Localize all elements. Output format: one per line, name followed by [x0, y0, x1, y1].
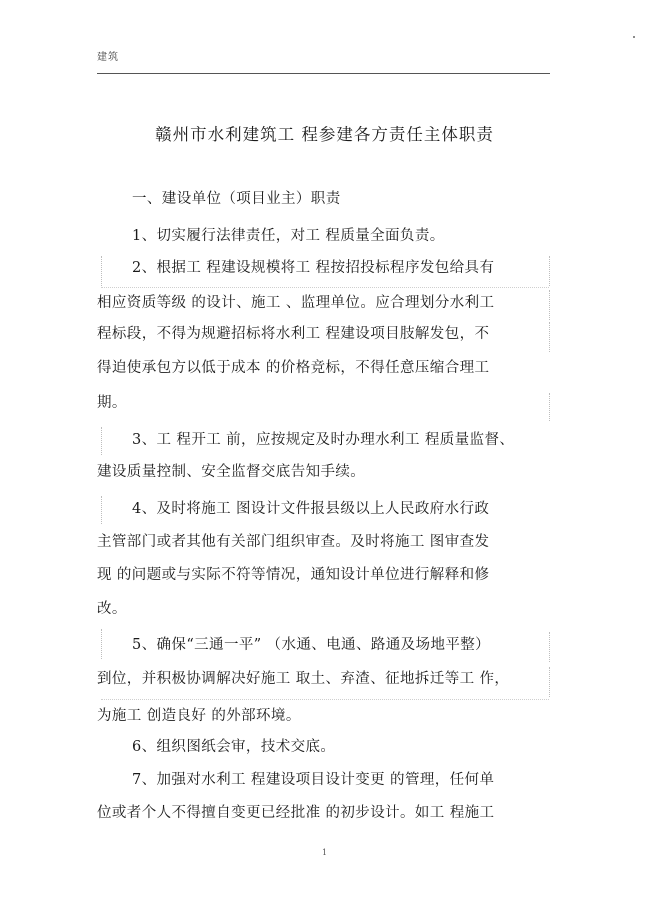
paragraph-line: 现 的问题或与实际不符等情况，通知设计单位进行解释和修 — [97, 567, 490, 583]
header-rule — [97, 73, 550, 74]
scan-guide — [101, 287, 549, 288]
paragraph-line: 得迫使承包方以低于成本 的价格竞标，不得任意压缩合理工 — [97, 360, 490, 376]
scan-guide — [101, 256, 102, 286]
scan-guide — [101, 699, 549, 700]
paragraph-line: 到位，并积极协调解决好施工 取土、弃渣、征地拆迁等工 作， — [97, 671, 510, 687]
corner-mark — [633, 36, 635, 38]
scan-guide — [549, 322, 550, 352]
scan-guide — [101, 496, 102, 524]
document-title: 赣州市水利建筑工 程参建各方责任主体职责 — [155, 125, 494, 144]
paragraph-line: 3、工 程开工 前，应按规定及时办理水利工 程质量监督、 — [132, 432, 515, 448]
paragraph-line: 2、根据工 程建设规模将工 程按招投标程序发包给具有 — [132, 260, 495, 276]
paragraph-line: 期。 — [97, 395, 127, 411]
paragraph-line: 改。 — [97, 601, 127, 617]
scan-guide — [549, 632, 550, 662]
scan-guide — [549, 290, 550, 320]
paragraph-line: 相应资质等级 的设计、施工 、监理单位。应合理划分水利工 — [97, 295, 495, 311]
paragraph-line: 位或者个人不得擅自变更已经批准 的初步设计。如工 程施工 — [97, 805, 495, 821]
scan-guide — [549, 256, 550, 286]
scan-guide — [549, 393, 550, 421]
paragraph-line: 4、及时将施工 图设计文件报县级以上人民政府水行政 — [132, 501, 490, 517]
scan-guide — [549, 667, 550, 697]
paragraph-line: 5、确保“三通一平” （水通、电通、路通及场地平整） — [132, 637, 491, 653]
paragraph-line: 程标段，不得为规避招标将水利工 程建设项目肢解发包，不 — [97, 326, 490, 342]
paragraph-line: 为施工 创造良好 的外部环境。 — [97, 708, 301, 724]
section-heading: 一、建设单位（项目业主）职责 — [132, 191, 341, 207]
page-number: 1 — [321, 848, 328, 857]
scan-guide — [101, 427, 102, 455]
paragraph-line: 6、组织图纸会审，技术交底。 — [132, 739, 336, 755]
paragraph-line: 建设质量控制、安全监督交底告知手续。 — [97, 464, 366, 480]
paragraph-line: 1、切实履行法律责任，对工 程质量全面负责。 — [132, 228, 445, 244]
paragraph-line: 7、加强对水利工 程建设项目设计变更 的管理，任何单 — [132, 772, 495, 788]
running-header: 建筑 — [97, 52, 119, 63]
scan-guide — [101, 629, 102, 659]
paragraph-line: 主管部门或者其他有关部门组织审查。及时将施工 图审查发 — [97, 534, 490, 550]
